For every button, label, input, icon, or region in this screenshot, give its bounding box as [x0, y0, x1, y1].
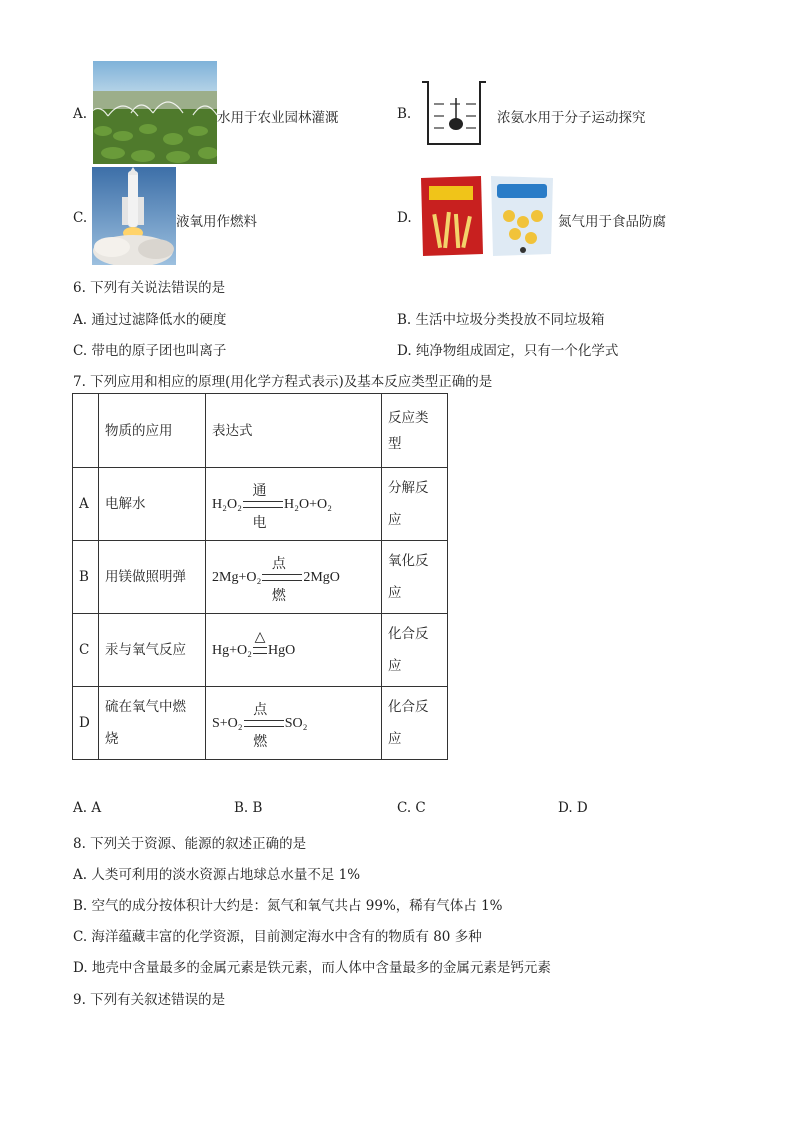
row-expression [206, 687, 382, 760]
beaker-icon [418, 78, 490, 150]
q8-option-d: D. 地壳中含量最多的金属元素是铁元素，而人体中含量最多的金属元素是钙元素 [73, 960, 551, 976]
row-label: B [73, 541, 99, 614]
equation-rhs: HgO [268, 642, 296, 658]
option-b-text: 浓氨水用于分子运动探究 [497, 110, 646, 126]
header-reaction-type: 反应类型 [382, 394, 448, 468]
row-expression [206, 614, 382, 687]
row-expression [206, 541, 382, 614]
row-type: 氧化反应 [382, 541, 448, 614]
q7-answer-d: D. D [558, 800, 588, 816]
equation-lhs: H₂O₂ [212, 496, 242, 512]
question-8-stem: 8. 下列关于资源、能源的叙述正确的是 [73, 836, 307, 852]
table-row [73, 541, 448, 614]
row-label: D [73, 687, 99, 760]
q8-option-c: C. 海洋蕴藏丰富的化学资源，目前测定海水中含有的物质有 80 多种 [73, 929, 482, 945]
q6-option-b: B. 生活中垃圾分类投放不同垃圾箱 [397, 312, 605, 328]
row-type: 化合反应 [382, 687, 448, 760]
question-7-stem: 7. 下列应用和相应的原理(用化学方程式表示)及基本反应类型正确的是 [73, 374, 493, 390]
row-type: 分解反应 [382, 468, 448, 541]
option-b-letter: B. [397, 106, 412, 122]
q7-answer-b: B. B [234, 800, 263, 816]
q8-option-a: A. 人类可利用的淡水资源占地球总水量不足 1% [73, 867, 361, 883]
row-use: 用镁做照明弹 [99, 541, 206, 614]
option-d-text: 氮气用于食品防腐 [558, 214, 666, 230]
row-type: 化合反应 [382, 614, 448, 687]
equation-lhs: Hg+O₂ [212, 642, 252, 658]
equation-rhs: 2MgO [303, 569, 340, 585]
question-9-stem: 9. 下列有关叙述错误的是 [73, 992, 226, 1008]
row-use: 硫在氧气中燃烧 [99, 687, 206, 760]
row-use: 电解水 [99, 468, 206, 541]
row-label: A [73, 468, 99, 541]
row-expression [206, 468, 382, 541]
reaction-condition: 点燃 [253, 701, 268, 750]
q6-option-d: D. 纯净物组成固定，只有一个化学式 [397, 343, 619, 359]
equation-rhs: H₂O+O₂ [283, 496, 332, 512]
header-use: 物质的应用 [99, 394, 206, 468]
row-use: 汞与氧气反应 [99, 614, 206, 687]
header-expression: 表达式 [206, 394, 382, 468]
table-row [73, 687, 448, 760]
chemical-equation [212, 482, 332, 531]
q8-option-b: B. 空气的成分按体积计大约是：氮气和氧气共占 99%，稀有气体占 1% [73, 898, 503, 914]
rocket-photo [92, 167, 176, 265]
row-label: C [73, 614, 99, 687]
chemical-equation [212, 628, 296, 667]
equation-lhs: 2Mg+O₂ [212, 569, 262, 585]
header-label-cell [73, 394, 99, 468]
chemical-equation [212, 701, 308, 750]
table-header-row [73, 394, 448, 468]
option-d-letter: D. [397, 210, 412, 226]
irrigation-photo [93, 61, 217, 164]
table-row [73, 468, 448, 541]
reaction-table [72, 393, 448, 760]
option-c-letter: C. [73, 210, 88, 226]
q6-option-a: A. 通过过滤降低水的硬度 [73, 312, 227, 328]
reaction-condition: △ [254, 628, 266, 645]
q7-answer-c: C. C [397, 800, 426, 816]
reaction-condition: 通电 [252, 482, 267, 531]
q6-option-c: C. 带电的原子团也叫离子 [73, 343, 227, 359]
option-a-letter: A. [73, 106, 88, 122]
snack-bags-photo [419, 172, 557, 258]
question-6-stem: 6. 下列有关说法错误的是 [73, 280, 226, 296]
table-row [73, 614, 448, 687]
chemical-equation [212, 555, 340, 604]
equation-rhs: SO₂ [284, 715, 308, 731]
equation-lhs: S+O₂ [212, 715, 243, 731]
option-a-text: 水用于农业园林灌溉 [217, 110, 339, 126]
option-c-text: 液氧用作燃料 [176, 214, 257, 230]
reaction-condition: 点燃 [271, 555, 286, 604]
q7-answer-a: A. A [73, 800, 102, 816]
